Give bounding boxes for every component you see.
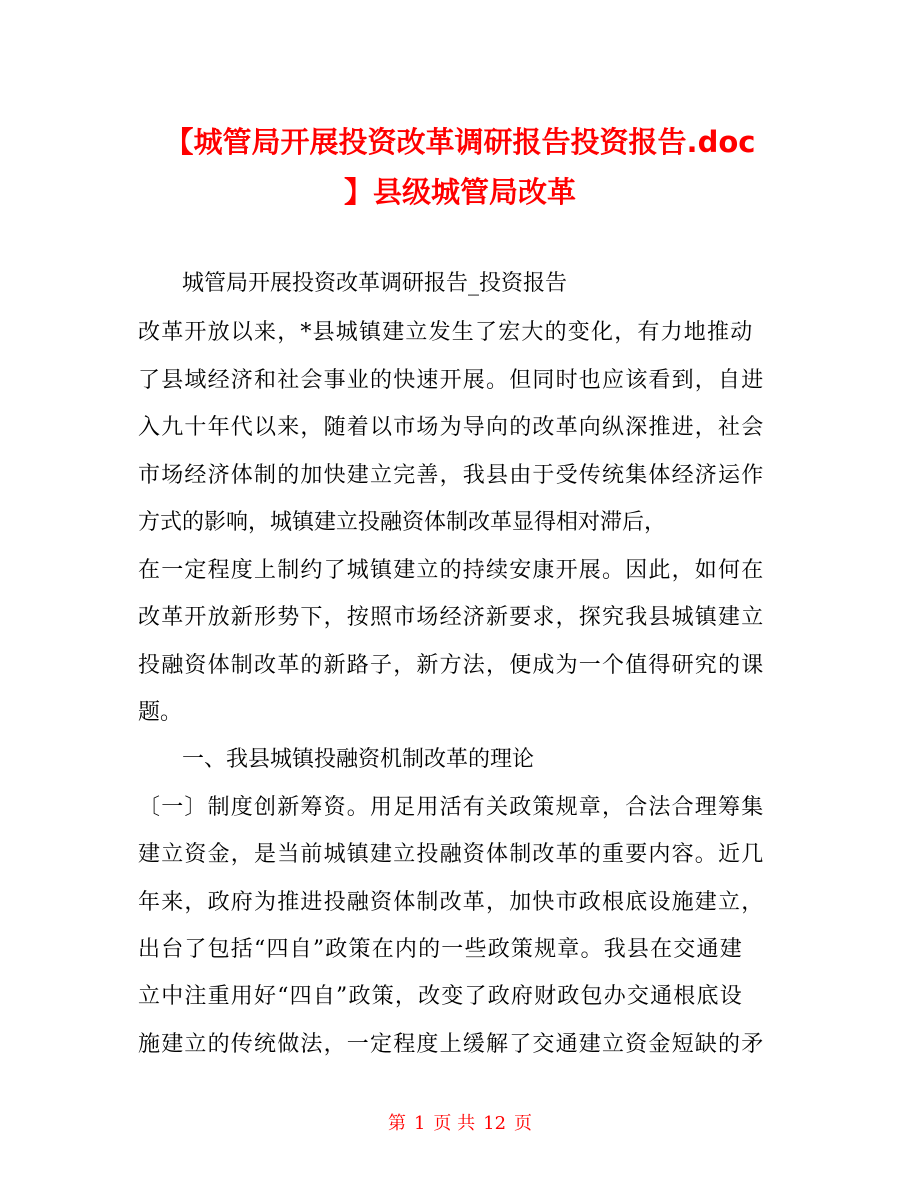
paragraph-line: 方式的影响，城镇建立投融资体制改革显得相对滞后， [138, 510, 667, 535]
paragraph-line: 投融资体制改革的新路子，新方法，便成为一个值得研究的课 [138, 653, 765, 678]
footer-prefix: 第 [387, 1113, 406, 1134]
section-line: 建立资金，是当前城镇建立投融资体制改革的重要内容。近几 [138, 842, 765, 867]
footer-page-number: 1 [413, 1113, 426, 1134]
document-subtitle: 城管局开展投资改革调研报告_投资报告 [182, 271, 568, 296]
paragraph-line: 改革开放以来，*县城镇建立发生了宏大的变化，有力地推动 [138, 320, 754, 345]
section-heading: 一、我县城镇投融资机制改革的理论 [182, 747, 535, 772]
document-title-line1: 【城管局开展投资改革调研报告投资报告.doc [164, 125, 756, 159]
paragraph-line: 题。 [138, 700, 183, 725]
section-line: 出台了包括“四自”政策在内的一些政策规章。我县在交通建 [138, 937, 743, 962]
paragraph-line: 了县域经济和社会事业的快速开展。但同时也应该看到，自进 [138, 368, 765, 393]
document-title-line2: 】县级城管局改革 [343, 175, 576, 209]
paragraph-line: 改革开放新形势下，按照市场经济新要求，探究我县城镇建立 [138, 605, 765, 630]
page-footer [0, 1112, 920, 1136]
paragraph-line: 市场经济体制的加快建立完善，我县由于受传统集体经济运作 [138, 463, 765, 488]
footer-suffix: 页 [514, 1113, 533, 1134]
paragraph-line: 在一定程度上制约了城镇建立的持续安康开展。因此，如何在 [138, 558, 765, 583]
section-line: 〔一〕制度创新筹资。用足用活有关政策规章，合法合理筹集 [138, 795, 765, 820]
section-line: 年来，政府为推进投融资体制改革，加快市政根底设施建立， [138, 890, 765, 915]
footer-total-pages: 12 [483, 1113, 507, 1134]
footer-middle: 页 共 [433, 1113, 476, 1134]
section-line: 立中注重用好“四自”政策，改变了政府财政包办交通根底设 [138, 984, 743, 1009]
section-line: 施建立的传统做法，一定程度上缓解了交通建立资金短缺的矛 [138, 1032, 765, 1057]
paragraph-line: 入九十年代以来，随着以市场为导向的改革向纵深推进，社会 [138, 415, 765, 440]
